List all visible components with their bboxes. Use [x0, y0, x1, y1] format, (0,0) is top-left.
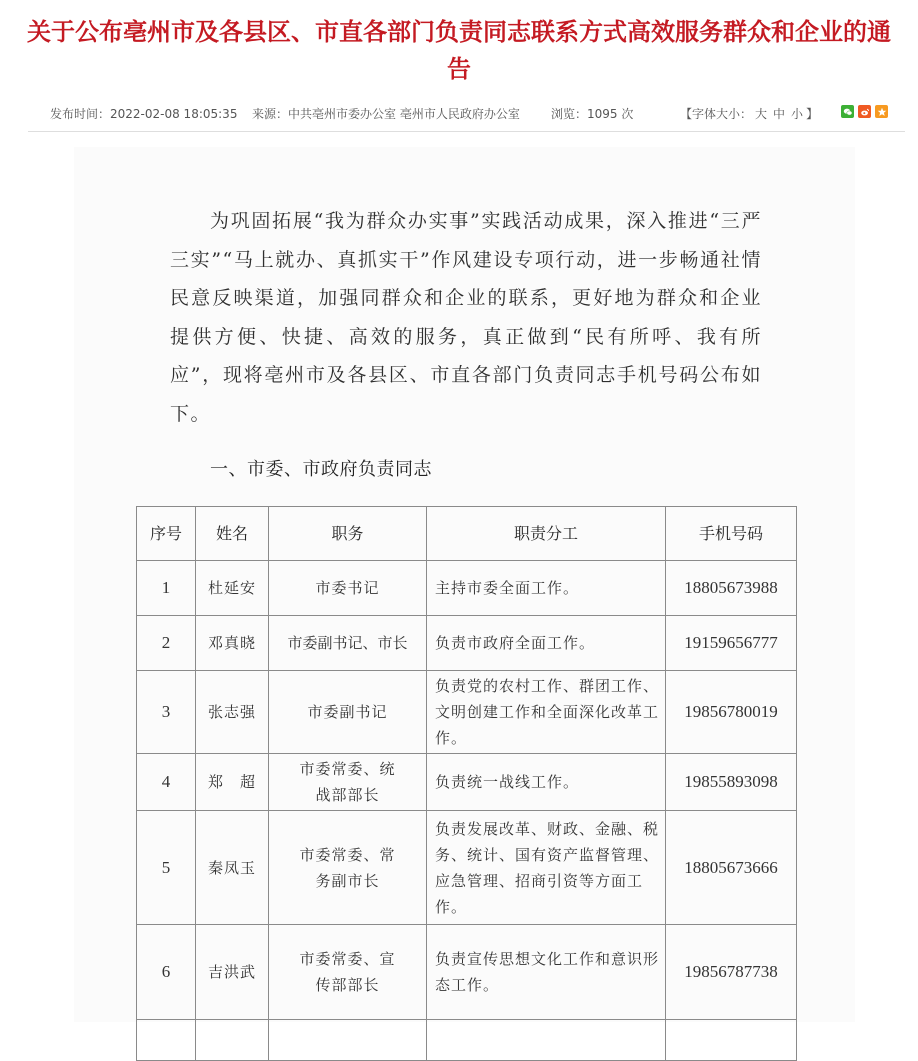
table-row: [137, 671, 797, 754]
cell-phone: 18805673666: [666, 811, 797, 925]
favorite-icon[interactable]: [875, 105, 888, 118]
article-meta: [0, 104, 918, 124]
font-size-large[interactable]: 大: [755, 107, 768, 121]
font-size-medium[interactable]: 中: [773, 107, 786, 121]
intro-paragraph: 为巩固拓展“我为群众办实事”实践活动成果，深入推进“三严三实”“马上就办、真抓实干”作风建设专项行动，进一步畅通社情民意反映渠道，加强同群众和企业的联系，更好地为群众和企业提供方便、快捷、高效的服务，真正做到“民有所呼、我有所应”，现将亳州市及各县区、市直各部门负责同志手机号码公布如下。: [170, 210, 762, 425]
cell-phone: 19855893098: [666, 754, 797, 811]
cell-duty: 负责统一战线工作。: [427, 754, 666, 811]
article-source: 来源：中共亳州市委办公室 亳州市人民政府办公室: [252, 107, 520, 121]
font-size-small[interactable]: 小: [791, 107, 804, 121]
cell-name: 张志强: [196, 671, 269, 754]
header-phone: 手机号码: [666, 507, 797, 561]
cell-num: 5: [137, 811, 196, 925]
cell-phone: 18805673988: [666, 561, 797, 616]
weibo-share-icon[interactable]: [858, 105, 871, 118]
document-image: [74, 147, 855, 1022]
font-size-suffix: 】: [806, 107, 819, 121]
table-row: [137, 616, 797, 671]
article-title: 关于公布亳州市及各县区、市直各部门负责同志联系方式高效服务群众和企业的通告: [27, 18, 891, 83]
cell-phone: 19159656777: [666, 616, 797, 671]
section-title: 一、市委、市政府负责同志: [210, 459, 432, 480]
header-duty: 职责分工: [427, 507, 666, 561]
cell-empty: [137, 1020, 196, 1061]
font-size-control: [680, 104, 818, 124]
cell-num: 2: [137, 616, 196, 671]
cell-position: 市委常委、宣传部部长: [269, 925, 427, 1020]
cell-empty: [269, 1020, 427, 1061]
cell-phone: 19856780019: [666, 671, 797, 754]
cell-duty: 负责宣传思想文化工作和意识形态工作。: [427, 925, 666, 1020]
cell-duty: 负责党的农村工作、群团工作、文明创建工作和全面深化改革工作。: [427, 671, 666, 754]
cell-position: 市委书记: [269, 561, 427, 616]
cell-name: 秦凤玉: [196, 811, 269, 925]
cell-name: 郑 超: [196, 754, 269, 811]
share-bar: [841, 105, 888, 118]
header-divider: [28, 131, 905, 132]
publish-date: 发布时间：2022-02-08 18:05:35: [50, 107, 238, 121]
header-position: 职务: [269, 507, 427, 561]
cell-duty: 主持市委全面工作。: [427, 561, 666, 616]
cell-position: 市委常委、统战部部长: [269, 754, 427, 811]
table-row: [137, 925, 797, 1020]
cell-phone: 19856787738: [666, 925, 797, 1020]
cell-num: 3: [137, 671, 196, 754]
cell-empty: [666, 1020, 797, 1061]
table-row: [137, 754, 797, 811]
cell-num: 6: [137, 925, 196, 1020]
header-name: 姓名: [196, 507, 269, 561]
cell-empty: [196, 1020, 269, 1061]
font-size-prefix: 【字体大小：: [680, 107, 753, 121]
cell-empty: [427, 1020, 666, 1061]
header-num: 序号: [137, 507, 196, 561]
table-header-row: [137, 507, 797, 561]
wechat-share-icon[interactable]: [841, 105, 854, 118]
view-count: 浏览：1095 次: [551, 107, 634, 121]
cell-duty: 负责发展改革、财政、金融、税务、统计、国有资产监督管理、应急管理、招商引资等方面工作。: [427, 811, 666, 925]
cell-num: 1: [137, 561, 196, 616]
cell-position: 市委副书记、市长: [269, 616, 427, 671]
table-row: [137, 811, 797, 925]
cell-duty: 负责市政府全面工作。: [427, 616, 666, 671]
cell-position: 市委常委、常务副市长: [269, 811, 427, 925]
cell-num: 4: [137, 754, 196, 811]
table-row-partial: [137, 1020, 797, 1061]
cell-name: 杜延安: [196, 561, 269, 616]
cell-name: 吉洪武: [196, 925, 269, 1020]
cell-position: 市委副书记: [269, 671, 427, 754]
cell-name: 邓真晓: [196, 616, 269, 671]
table-row: [137, 561, 797, 616]
contacts-table: [136, 506, 797, 1061]
